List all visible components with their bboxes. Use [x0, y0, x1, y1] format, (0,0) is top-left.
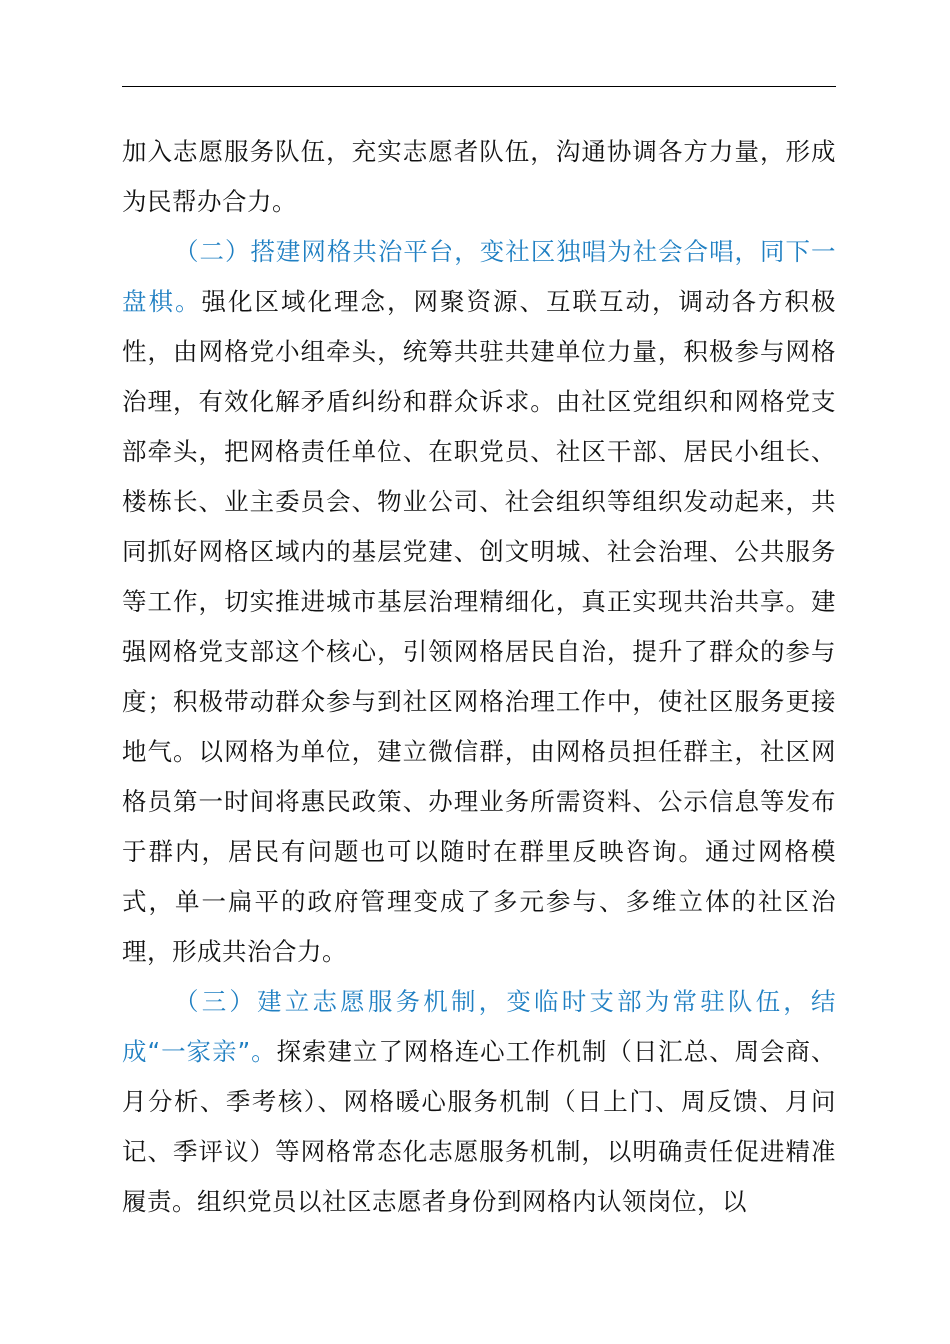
paragraph-1 — [122, 127, 836, 227]
paragraph-2 — [122, 227, 836, 977]
paragraph-2-body: 强化区域化理念，网聚资源、互联互动，调动各方积极性，由网格党小组牵头，统筹共驻共建单位力量，积极参与网格治理，有效化解矛盾纠纷和群众诉求。由社区党组织和网格党支部牵头，把网格责任单位、在职党员、社区干部、居民小组长、楼栋长、业主委员会、物业公司、社会组织等组织发动起来，共同抓好网格区域内的基层党建、创文明城、社会治理、公共服务等工作，切实推进城市基层治理精细化，真正实现共治共享。建强网格党支部这个核心，引领网格居民自治，提升了群众的参与度；积极带动群众参与到社区网格治理工作中，使社区服务更接地气。以网格为单位，建立微信群，由网格员担任群主，社区网格员第一时间将惠民政策、办理业务所需资料、公示信息等发布于群内，居民有问题也可以随时在群里反映咨询。通过网格模式，单一扁平的政府管理变成了多元参与、多维立体的社区治理，形成共治合力。 — [122, 287, 836, 966]
section-2-heading: （二）搭建网格共治平台，变社区独唱为社会合唱，同下一盘棋。 — [122, 237, 836, 316]
paragraph-3 — [122, 977, 836, 1227]
document-body — [122, 127, 836, 1227]
paragraph-3-body: 探索建立了网格连心工作机制（日汇总、周会商、月分析、季考核）、网格暖心服务机制（日上门、周反馈、月问记、季评议）等网格常态化志愿服务机制，以明确责任促进精准履责。组织党员以社区志愿者身份到网格内认领岗位，以 — [122, 1037, 837, 1216]
section-3-heading: （三）建立志愿服务机制，变临时支部为常驻队伍，结成“一家亲”。 — [122, 987, 836, 1066]
header-rule — [122, 86, 836, 87]
paragraph-1-body: 加入志愿服务队伍，充实志愿者队伍，沟通协调各方力量，形成为民帮办合力。 — [122, 137, 836, 216]
